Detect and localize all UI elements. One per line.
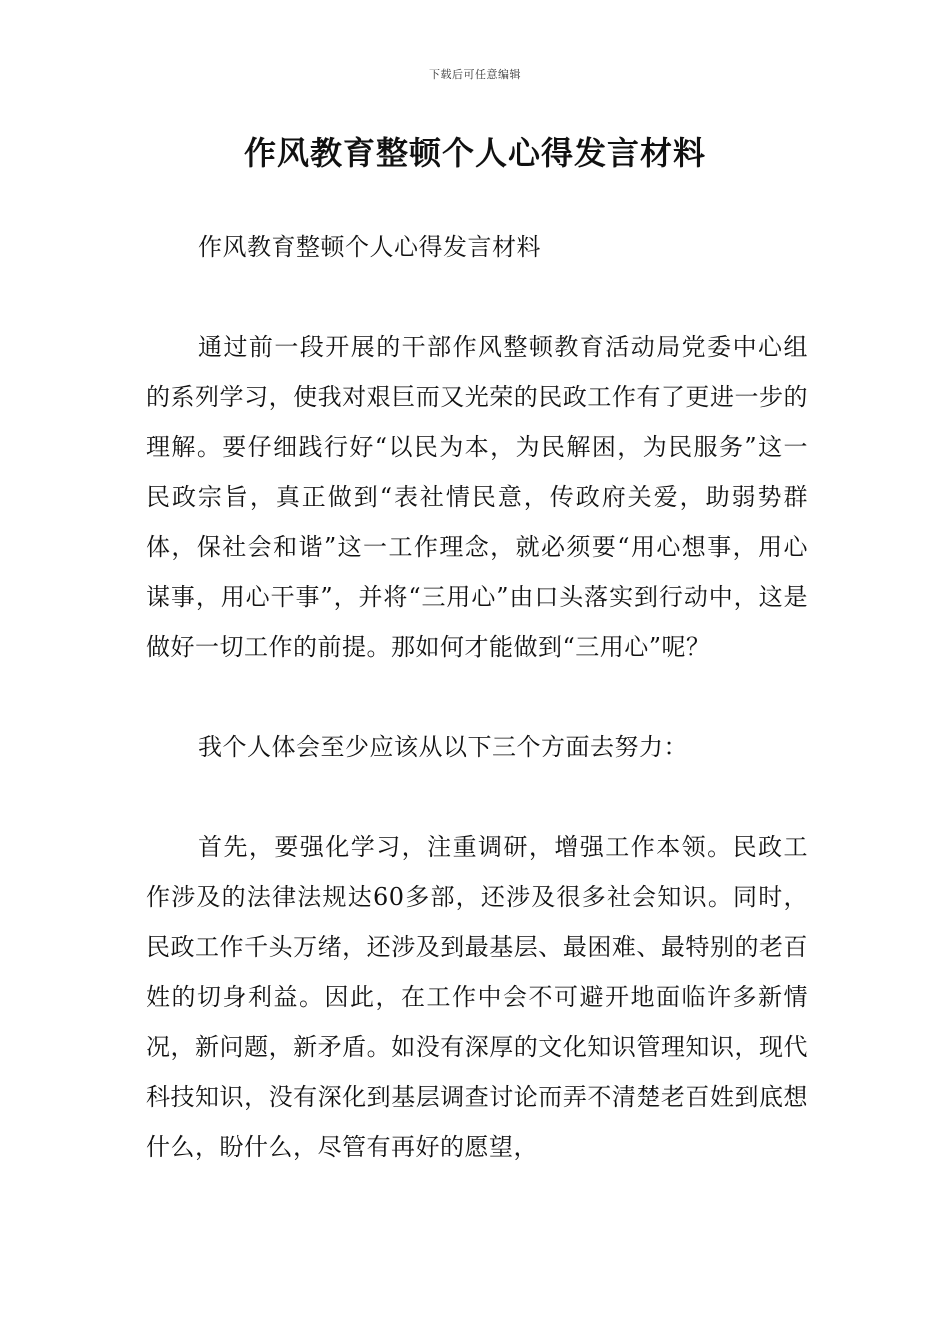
paragraph-aspects: 我个人体会至少应该从以下三个方面去努力：	[198, 733, 688, 761]
document-title: 作风教育整顿个人心得发言材料	[243, 134, 706, 172]
paragraph-intro: 通过前一段开展的干部作风整顿教育活动局党委中心组的系列学习，使我对艰巨而又光荣的民政工作有了更进一步的理解。要仔细践行好“以民为本，为民解困，为民服务”这一民政宗旨，真正做到“表社情民意，传政府关爱，助弱势群体，保社会和谐”这一工作理念，就必须要“用心想事，用心谋事，用心干事”，并将“三用心”由口头落实到行动中，这是做好一切工作的前提。那如何才能做到“三用心”呢？	[146, 333, 808, 661]
header-note: 下载后可任意编辑	[429, 68, 521, 81]
paragraph-subtitle: 作风教育整顿个人心得发言材料	[198, 233, 541, 261]
document-body	[146, 222, 808, 1172]
paragraph-spacer	[146, 672, 808, 722]
paragraph-spacer	[146, 772, 808, 822]
paragraph-first-point: 首先，要强化学习，注重调研，增强工作本领。民政工作涉及的法律法规达60多部，还涉及很多社会知识。同时，民政工作千头万绪，还涉及到最基层、最困难、最特别的老百姓的切身利益。因此，在工作中会不可避开地面临许多新情况，新问题，新矛盾。如没有深厚的文化知识管理知识，现代科技知识，没有深化到基层调查讨论而弄不清楚老百姓到底想什么，盼什么，尽管有再好的愿望，	[146, 833, 808, 1161]
paragraph-spacer	[146, 272, 808, 322]
